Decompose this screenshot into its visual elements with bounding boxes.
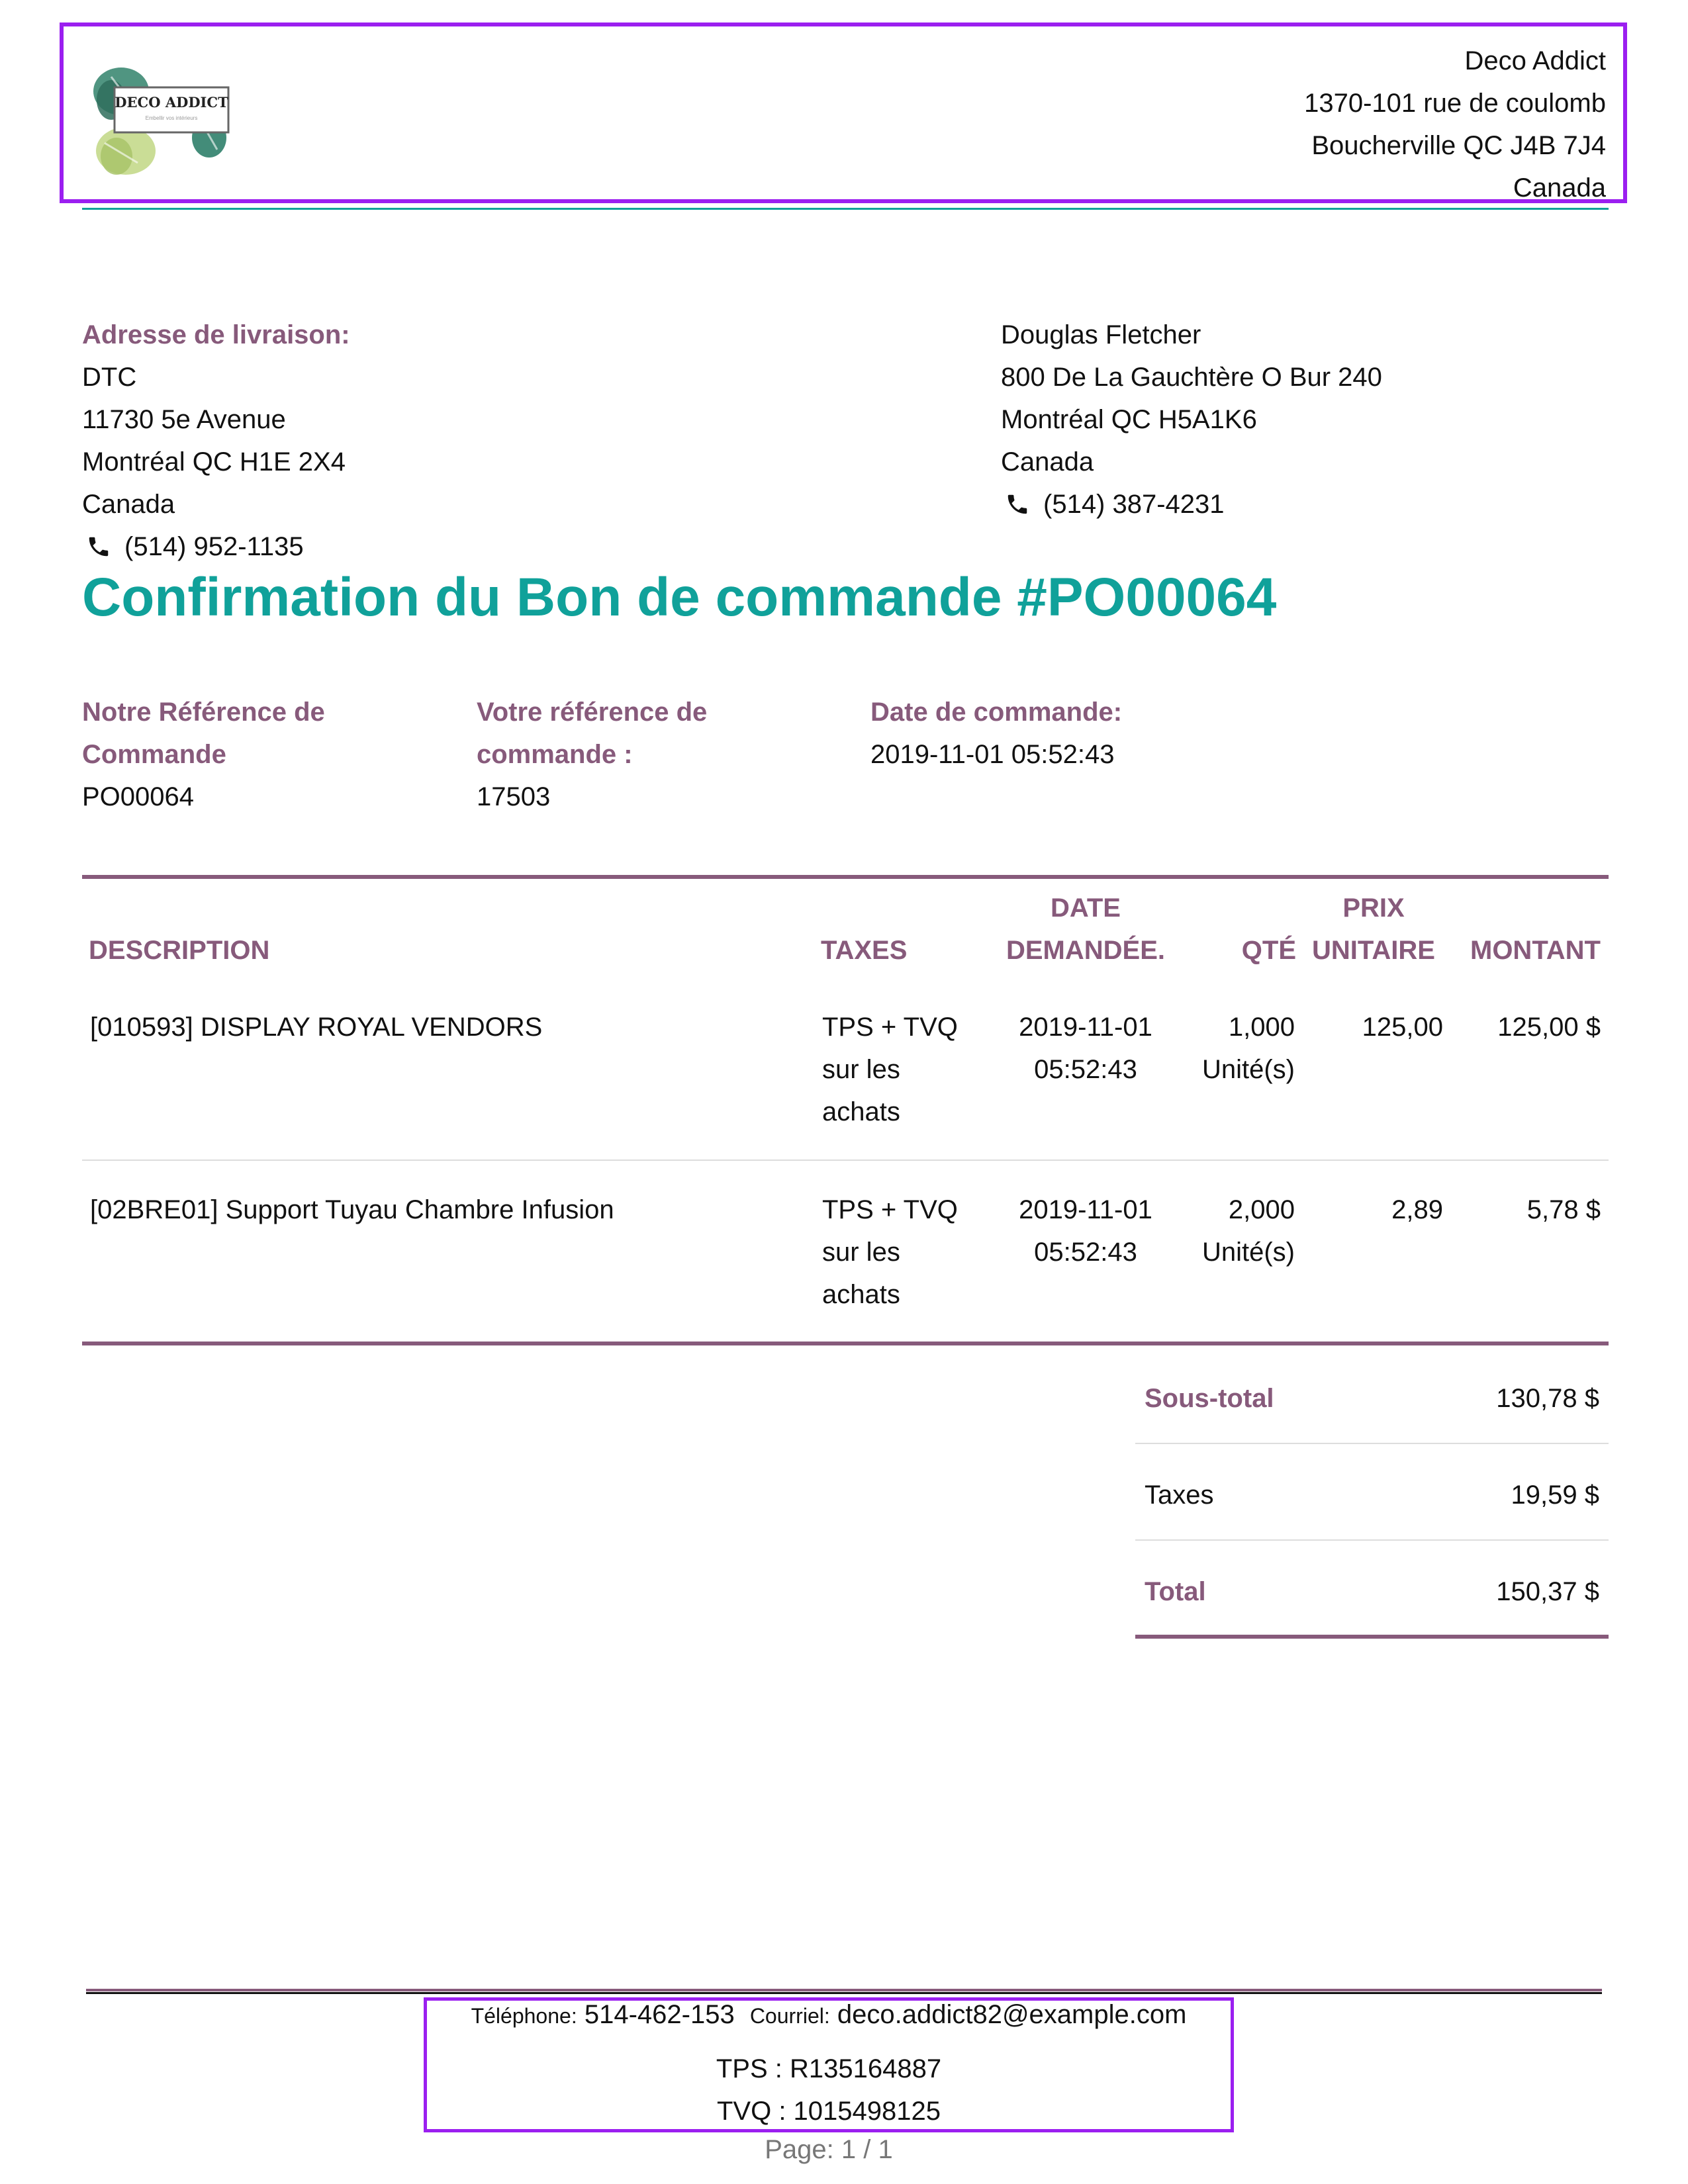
page-title: Confirmation du Bon de commande #PO00064: [82, 567, 1277, 627]
row-2-description: [02BRE01] Support Tuyau Chambre Infusion: [90, 1195, 614, 1224]
table-top-rule: [82, 875, 1609, 879]
row-1-taxes: [822, 1006, 958, 1133]
header-price-line-2: UNITAIRE: [1312, 936, 1435, 965]
taxes-value: 19,59 $: [1511, 1480, 1599, 1510]
footer-phone-value: 514-462-153: [584, 2000, 735, 2029]
billing-street: 800 De La Gauchtère O Bur 240: [1001, 363, 1382, 392]
subtotal-label: Sous-total: [1145, 1383, 1274, 1413]
your-ref-label-1: Votre référence de: [477, 698, 708, 727]
header-amount: MONTANT: [1470, 936, 1601, 965]
header-date-line-2: DEMANDÉE.: [1006, 936, 1166, 965]
company-name: Deco Addict: [1464, 46, 1606, 75]
leaf-logo-icon: [85, 64, 237, 179]
row-1-qty-value: 1,000: [1228, 1013, 1295, 1042]
your-ref-label-2: commande :: [477, 740, 633, 769]
shipping-city: Montréal QC H1E 2X4: [82, 447, 346, 477]
your-reference: [477, 691, 808, 818]
row-1-description: [010593] DISPLAY ROYAL VENDORS: [90, 1013, 543, 1042]
our-reference: [82, 691, 413, 818]
row-1-taxes-line-3: achats: [822, 1097, 900, 1126]
footer-phone-label: Téléphone:: [471, 2004, 577, 2028]
logo-tagline: Embellir vos intérieurs: [145, 115, 198, 121]
shipping-street: 11730 5e Avenue: [82, 405, 286, 434]
header-date-line-1: DATE: [1051, 893, 1121, 923]
taxes-row: [1135, 1447, 1609, 1543]
phone-icon: [86, 534, 111, 559]
header-qty: QTÉ: [1241, 936, 1296, 965]
row-1-date-line-2: 05:52:43: [1034, 1055, 1137, 1084]
footer-tps: TPS : R135164887: [716, 2054, 942, 2083]
row-1-taxes-line-2: sur les: [822, 1055, 900, 1084]
shipping-phone: (514) 952-1135: [124, 532, 304, 561]
subtotal-value: 130,78 $: [1496, 1383, 1599, 1413]
logo-text: DECO ADDICT: [115, 94, 228, 111]
header-divider: [82, 208, 1609, 210]
row-separator: [82, 1160, 1609, 1161]
total-label: Total: [1145, 1576, 1206, 1606]
row-2-taxes-line-1: TPS + TVQ: [822, 1195, 958, 1224]
row-1-qty-unit: Unité(s): [1201, 1055, 1295, 1084]
row-2-date-line-1: 2019-11-01: [1019, 1195, 1152, 1224]
row-1-date: [993, 1006, 1178, 1091]
row-2-taxes: [822, 1189, 958, 1316]
total-row: [1135, 1543, 1609, 1640]
footer-tvq: TVQ : 1015498125: [716, 2097, 941, 2126]
our-ref-value: PO00064: [82, 782, 195, 811]
footer-rule-dark: [86, 1992, 1602, 1994]
company-address: [1304, 40, 1606, 209]
row-1-unit-price: 125,00: [1362, 1013, 1443, 1042]
shipping-country: Canada: [82, 490, 175, 519]
our-ref-label-1: Notre Référence de: [82, 698, 325, 727]
billing-country: Canada: [1001, 447, 1094, 477]
billing-address: [1001, 314, 1382, 525]
total-value: 150,37 $: [1496, 1576, 1599, 1606]
our-ref-label-2: Commande: [82, 740, 226, 769]
footer-email-label: Courriel:: [749, 2004, 830, 2028]
row-2-qty-unit: Unité(s): [1201, 1238, 1295, 1267]
row-2-taxes-line-2: sur les: [822, 1238, 900, 1267]
totals-separator: [1135, 1443, 1609, 1444]
row-2-date: [993, 1189, 1178, 1273]
row-1-date-line-1: 2019-11-01: [1019, 1013, 1152, 1042]
page-number: Page: 1 / 1: [765, 2135, 893, 2164]
shipping-phone-line: [82, 525, 350, 568]
billing-name: Douglas Fletcher: [1001, 320, 1201, 349]
row-2-qty-value: 2,000: [1228, 1195, 1295, 1224]
header-unit-price: [1304, 887, 1443, 972]
row-1-qty: [1165, 1006, 1295, 1091]
subtotal-row: [1135, 1350, 1609, 1447]
phone-icon: [1005, 492, 1030, 517]
footer-rule: [86, 1989, 1602, 1991]
table-bottom-rule: [82, 1342, 1609, 1345]
your-ref-value: 17503: [477, 782, 551, 811]
company-street: 1370-101 rue de coulomb: [1304, 89, 1606, 118]
footer-contact-line: [424, 2000, 1234, 2030]
taxes-label: Taxes: [1145, 1480, 1214, 1510]
row-1-amount: 125,00 $: [1497, 1013, 1601, 1042]
company-city: Boucherville QC J4B 7J4: [1311, 131, 1606, 160]
order-date-value: 2019-11-01 05:52:43: [870, 740, 1115, 769]
shipping-name: DTC: [82, 363, 137, 392]
header-price-line-1: PRIX: [1342, 893, 1405, 923]
header-taxes: TAXES: [821, 936, 908, 965]
billing-phone-line: [1001, 483, 1382, 525]
row-2-unit-price: 2,89: [1391, 1195, 1443, 1224]
header-description: DESCRIPTION: [89, 936, 270, 965]
footer-email-value[interactable]: deco.addict82@example.com: [837, 2000, 1187, 2029]
row-2-taxes-line-3: achats: [822, 1280, 900, 1309]
company-country: Canada: [1513, 173, 1606, 203]
row-2-amount: 5,78 $: [1526, 1195, 1601, 1224]
row-2-qty: [1165, 1189, 1295, 1273]
row-1-taxes-line-1: TPS + TVQ: [822, 1013, 958, 1042]
shipping-label: Adresse de livraison:: [82, 320, 350, 349]
totals-separator: [1135, 1539, 1609, 1541]
totals-bottom-rule: [1135, 1635, 1609, 1639]
billing-phone: (514) 387-4231: [1043, 490, 1225, 519]
shipping-address: [82, 314, 350, 568]
row-2-date-line-2: 05:52:43: [1034, 1238, 1137, 1267]
company-logo: [85, 64, 237, 179]
billing-city: Montréal QC H5A1K6: [1001, 405, 1257, 434]
order-date-label: Date de commande:: [870, 698, 1123, 727]
order-date: [870, 691, 1268, 776]
header-date: [993, 887, 1178, 972]
